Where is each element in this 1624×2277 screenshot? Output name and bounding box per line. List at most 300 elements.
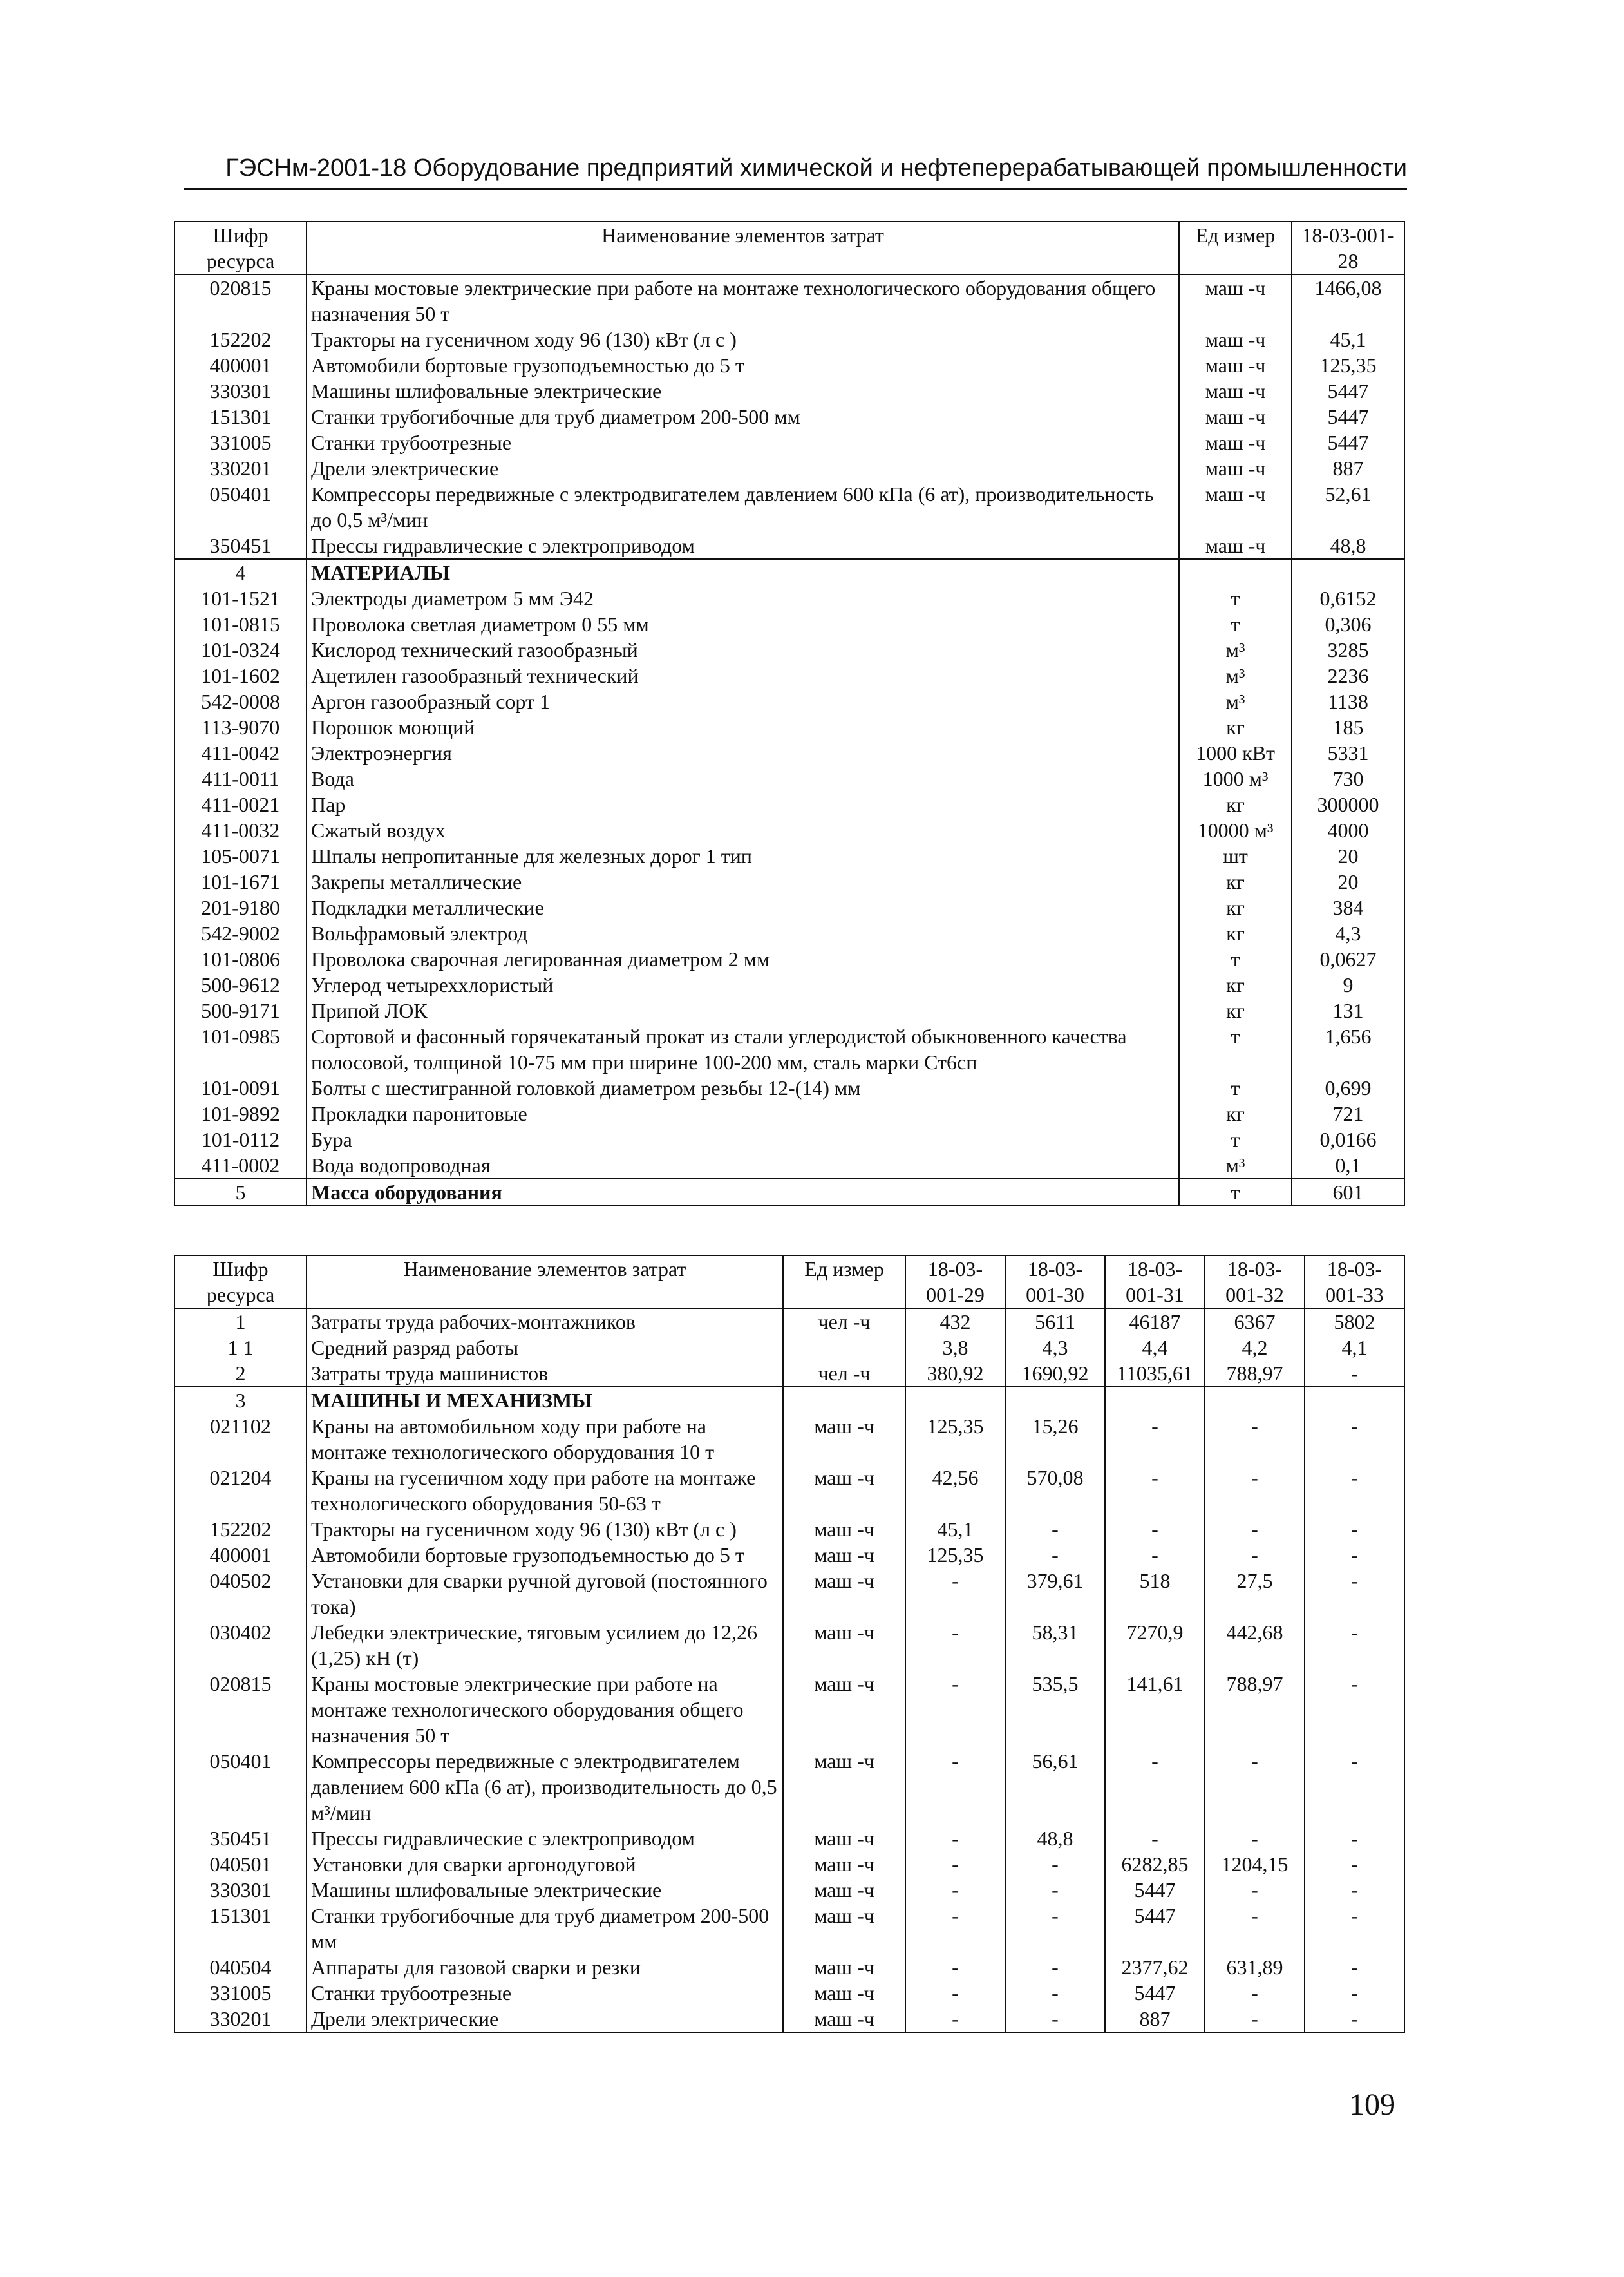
resource-code: 101-0324 (175, 637, 307, 663)
value: 7270,9 (1105, 1619, 1205, 1671)
value: - (1205, 1542, 1305, 1568)
resource-name: Электроэнергия (307, 740, 1179, 766)
table-row (175, 1024, 1404, 1075)
resource-code: 101-1602 (175, 663, 307, 689)
value: 0,1 (1292, 1152, 1404, 1179)
resource-code: 350451 (175, 533, 307, 559)
table-row (175, 1903, 1404, 1954)
unit: т (1179, 586, 1292, 611)
unit: маш -ч (783, 1465, 905, 1516)
value: - (1105, 1748, 1205, 1825)
unit: чел -ч (783, 1308, 905, 1335)
table-row (175, 533, 1404, 559)
value: 4000 (1292, 817, 1404, 843)
value (1305, 1387, 1404, 1413)
value: - (1205, 1903, 1305, 1954)
unit (1179, 559, 1292, 586)
resources-table-1 (174, 221, 1405, 1206)
resource-code: 542-0008 (175, 689, 307, 714)
resource-name: Болты с шестигранной головкой диаметром резьбы 12-(14) мм (307, 1075, 1179, 1101)
unit: маш -ч (783, 1542, 905, 1568)
value: 4,3 (1292, 920, 1404, 946)
resource-code: 411-0011 (175, 766, 307, 792)
column-header: Наименование элементов затрат (307, 222, 1179, 274)
value: 3285 (1292, 637, 1404, 663)
resources-table-2 (174, 1255, 1405, 2033)
resource-name: Станки трубогибочные для труб диаметром 200-500 мм (307, 1903, 783, 1954)
resource-code: 152202 (175, 327, 307, 352)
value: 48,8 (1005, 1825, 1105, 1851)
resource-code: 350451 (175, 1825, 307, 1851)
value: - (905, 1877, 1005, 1903)
value (1005, 1387, 1105, 1413)
resource-name: Прессы гидравлические с электроприводом (307, 533, 1179, 559)
unit: маш -ч (783, 1568, 905, 1619)
value: 125,35 (905, 1542, 1005, 1568)
value: 432 (905, 1308, 1005, 1335)
resource-name: Машины шлифовальные электрические (307, 378, 1179, 404)
value: 887 (1292, 455, 1404, 481)
value: 56,61 (1005, 1748, 1105, 1825)
resource-name: Проволока светлая диаметром 0 55 мм (307, 611, 1179, 637)
value: - (905, 1825, 1005, 1851)
table-row (175, 1954, 1404, 1980)
resource-code: 101-0112 (175, 1127, 307, 1152)
section-row (175, 1387, 1404, 1413)
value: 125,35 (905, 1413, 1005, 1465)
unit: маш -ч (783, 1903, 905, 1954)
value: 4,3 (1005, 1335, 1105, 1360)
unit: шт (1179, 843, 1292, 869)
unit: м³ (1179, 689, 1292, 714)
resource-code: 330301 (175, 1877, 307, 1903)
resource-code: 105-0071 (175, 843, 307, 869)
section-row (175, 1179, 1404, 1206)
table-row (175, 378, 1404, 404)
table-row (175, 1413, 1404, 1465)
resource-name: Краны мостовые электрические при работе на монтаже технологического оборудования общего назначения 50 т (307, 274, 1179, 327)
resource-name: Вода водопроводная (307, 1152, 1179, 1179)
resource-code: 330201 (175, 455, 307, 481)
value: - (1005, 1851, 1105, 1877)
value: 5447 (1105, 1980, 1205, 2006)
column-header: 18-03-001-28 (1292, 222, 1404, 274)
table-row (175, 611, 1404, 637)
value: 721 (1292, 1101, 1404, 1127)
unit: маш -ч (783, 1748, 905, 1825)
resource-name: Тракторы на гусеничном ходу 96 (130) кВт (л с ) (307, 1516, 783, 1542)
unit: кг (1179, 714, 1292, 740)
resource-name: Средний разряд работы (307, 1335, 783, 1360)
unit: 1000 кВт (1179, 740, 1292, 766)
unit: т (1179, 1024, 1292, 1075)
value (905, 1387, 1005, 1413)
value: 601 (1292, 1179, 1404, 1206)
resource-code: 330201 (175, 2006, 307, 2032)
resource-code: 020815 (175, 274, 307, 327)
table-row (175, 274, 1404, 327)
value: - (1205, 1825, 1305, 1851)
unit: маш -ч (1179, 481, 1292, 533)
value: 5331 (1292, 740, 1404, 766)
value: - (1205, 1877, 1305, 1903)
value: 5447 (1292, 378, 1404, 404)
table-row (175, 1980, 1404, 2006)
value: 3,8 (905, 1335, 1005, 1360)
unit: маш -ч (783, 1877, 905, 1903)
resource-code: 151301 (175, 1903, 307, 1954)
value: 887 (1105, 2006, 1205, 2032)
resource-name: Компрессоры передвижные с электродвигателем давлением 600 кПа (6 ат), производительность до 0,5 м³/мин (307, 1748, 783, 1825)
resource-name: Сортовой и фасонный горячекатаный прокат из стали углеродистой обыкновенного качества полосовой, толщиной 10-75 мм при ширине 100-200 мм, сталь марки Ст6сп (307, 1024, 1179, 1075)
resource-code: 101-1521 (175, 586, 307, 611)
resource-code: 4 (175, 559, 307, 586)
table-row (175, 689, 1404, 714)
value: 45,1 (905, 1516, 1005, 1542)
unit: маш -ч (783, 1619, 905, 1671)
value: - (905, 1903, 1005, 1954)
value: 380,92 (905, 1360, 1005, 1387)
value: 2377,62 (1105, 1954, 1205, 1980)
value: - (1305, 1619, 1404, 1671)
resource-name: Углерод четыреххлористый (307, 972, 1179, 998)
value: 1138 (1292, 689, 1404, 714)
resource-name: Порошок моющий (307, 714, 1179, 740)
table-row (175, 972, 1404, 998)
value: - (905, 2006, 1005, 2032)
value: - (905, 1748, 1005, 1825)
unit: т (1179, 1179, 1292, 1206)
unit: маш -ч (1179, 430, 1292, 455)
value: - (905, 1851, 1005, 1877)
unit: маш -ч (783, 1671, 905, 1748)
value: 5802 (1305, 1308, 1404, 1335)
value: 6367 (1205, 1308, 1305, 1335)
resource-code: 500-9171 (175, 998, 307, 1024)
value: - (1205, 2006, 1305, 2032)
resource-code: 020815 (175, 1671, 307, 1748)
unit (783, 1387, 905, 1413)
resource-name: Электроды диаметром 5 мм Э42 (307, 586, 1179, 611)
unit: м³ (1179, 637, 1292, 663)
value: 1466,08 (1292, 274, 1404, 327)
table-row (175, 1851, 1404, 1877)
resource-name: Шпалы непропитанные для железных дорог 1 тип (307, 843, 1179, 869)
value: 2236 (1292, 663, 1404, 689)
value: 11035,61 (1105, 1360, 1205, 1387)
value: - (1005, 1542, 1105, 1568)
value: - (1305, 1568, 1404, 1619)
resource-code: 152202 (175, 1516, 307, 1542)
value (1292, 559, 1404, 586)
resource-code: 411-0021 (175, 792, 307, 817)
value: 5611 (1005, 1308, 1105, 1335)
table-row (175, 1335, 1404, 1360)
value: 185 (1292, 714, 1404, 740)
resource-code: 101-0806 (175, 946, 307, 972)
value: - (1005, 1516, 1105, 1542)
unit: кг (1179, 792, 1292, 817)
unit: маш -ч (783, 1825, 905, 1851)
table-row (175, 1542, 1404, 1568)
value: - (1205, 1465, 1305, 1516)
table-row (175, 920, 1404, 946)
table-row (175, 352, 1404, 378)
value: 1204,15 (1205, 1851, 1305, 1877)
resource-code: 400001 (175, 352, 307, 378)
resource-name: Станки трубоотрезные (307, 1980, 783, 2006)
value: 42,56 (905, 1465, 1005, 1516)
resource-code: 500-9612 (175, 972, 307, 998)
unit: кг (1179, 1101, 1292, 1127)
resource-code: 411-0002 (175, 1152, 307, 1179)
table-row (175, 1101, 1404, 1127)
resource-name: Бура (307, 1127, 1179, 1152)
column-header: Шифр ресурса (175, 222, 307, 274)
value: - (1305, 1516, 1404, 1542)
resource-name: Вольфрамовый электрод (307, 920, 1179, 946)
resource-name: Подкладки металлические (307, 895, 1179, 920)
unit: чел -ч (783, 1360, 905, 1387)
value: - (1205, 1748, 1305, 1825)
unit: м³ (1179, 1152, 1292, 1179)
value: 379,61 (1005, 1568, 1105, 1619)
resource-name: Затраты труда рабочих-монтажников (307, 1308, 783, 1335)
value: 1690,92 (1005, 1360, 1105, 1387)
resource-name: Лебедки электрические, тяговым усилием до 12,26 (1,25) кН (т) (307, 1619, 783, 1671)
value: 0,6152 (1292, 586, 1404, 611)
unit: маш -ч (783, 1413, 905, 1465)
unit: маш -ч (1179, 533, 1292, 559)
value: - (1305, 1903, 1404, 1954)
table-row (175, 2006, 1404, 2032)
resource-name: Сжатый воздух (307, 817, 1179, 843)
resource-name: Прессы гидравлические с электроприводом (307, 1825, 783, 1851)
unit: маш -ч (783, 1851, 905, 1877)
unit: кг (1179, 972, 1292, 998)
value: 125,35 (1292, 352, 1404, 378)
unit: т (1179, 946, 1292, 972)
value: 0,0627 (1292, 946, 1404, 972)
value: 15,26 (1005, 1413, 1105, 1465)
value: - (1105, 1516, 1205, 1542)
resource-name: Аппараты для газовой сварки и резки (307, 1954, 783, 1980)
resource-code: 151301 (175, 404, 307, 430)
resource-name: Вода (307, 766, 1179, 792)
value (1105, 1387, 1205, 1413)
value: 131 (1292, 998, 1404, 1024)
value: - (1105, 1825, 1205, 1851)
unit: маш -ч (1179, 274, 1292, 327)
resource-name: Установки для сварки ручной дуговой (постоянного тока) (307, 1568, 783, 1619)
value: 518 (1105, 1568, 1205, 1619)
value: - (905, 1619, 1005, 1671)
table-row (175, 1075, 1404, 1101)
value: 631,89 (1205, 1954, 1305, 1980)
unit: маш -ч (783, 1516, 905, 1542)
resource-code: 021102 (175, 1413, 307, 1465)
resource-name: Краны на автомобильном ходу при работе на монтаже технологического оборудования 10 т (307, 1413, 783, 1465)
value: - (1305, 1980, 1404, 2006)
resource-name: Аргон газообразный сорт 1 (307, 689, 1179, 714)
value: - (1305, 1671, 1404, 1748)
table-row (175, 663, 1404, 689)
value: 6282,85 (1105, 1851, 1205, 1877)
resource-name: Компрессоры передвижные с электродвигателем давлением 600 кПа (6 ат), производительность до 0,5 м³/мин (307, 481, 1179, 533)
table-row (175, 843, 1404, 869)
value: - (1105, 1465, 1205, 1516)
section-row (175, 559, 1404, 586)
resource-name: Установки для сварки аргонодуговой (307, 1851, 783, 1877)
resource-name: МАТЕРИАЛЫ (307, 559, 1179, 586)
value: - (1305, 1954, 1404, 1980)
table-row (175, 998, 1404, 1024)
unit (783, 1335, 905, 1360)
unit: т (1179, 611, 1292, 637)
resource-name: Дрели электрические (307, 455, 1179, 481)
table-row (175, 327, 1404, 352)
resource-code: 331005 (175, 1980, 307, 2006)
unit: маш -ч (1179, 378, 1292, 404)
table-row (175, 766, 1404, 792)
value: 4,2 (1205, 1335, 1305, 1360)
header-rule (184, 188, 1407, 190)
unit: 10000 м³ (1179, 817, 1292, 843)
table-row (175, 1308, 1404, 1335)
resource-name: Кислород технический газообразный (307, 637, 1179, 663)
resource-name: Станки трубоотрезные (307, 430, 1179, 455)
value: - (1005, 2006, 1105, 2032)
column-header: Наименование элементов затрат (307, 1255, 783, 1308)
resource-code: 411-0032 (175, 817, 307, 843)
resource-name: Машины шлифовальные электрические (307, 1877, 783, 1903)
unit: маш -ч (1179, 404, 1292, 430)
value: 52,61 (1292, 481, 1404, 533)
value: - (905, 1954, 1005, 1980)
value: 0,699 (1292, 1075, 1404, 1101)
resource-code: 021204 (175, 1465, 307, 1516)
resource-name: Краны на гусеничном ходу при работе на монтаже технологического оборудования 50-63 т (307, 1465, 783, 1516)
resource-name: Проволока сварочная легированная диаметром 2 мм (307, 946, 1179, 972)
table-row (175, 1360, 1404, 1387)
column-header: 18-03-001-32 (1205, 1255, 1305, 1308)
value: - (1205, 1516, 1305, 1542)
value: - (1005, 1903, 1105, 1954)
resource-name: Закрепы металлические (307, 869, 1179, 895)
table-row (175, 817, 1404, 843)
resource-code: 040504 (175, 1954, 307, 1980)
resource-code: 040501 (175, 1851, 307, 1877)
value: - (1305, 1360, 1404, 1387)
column-header: 18-03-001-31 (1105, 1255, 1205, 1308)
resource-code: 2 (175, 1360, 307, 1387)
value (1205, 1387, 1305, 1413)
resource-name: Дрели электрические (307, 2006, 783, 2032)
value: 570,08 (1005, 1465, 1105, 1516)
column-header: 18-03-001-30 (1005, 1255, 1105, 1308)
resource-code: 400001 (175, 1542, 307, 1568)
value: - (1305, 1413, 1404, 1465)
value: - (1205, 1413, 1305, 1465)
table-row (175, 1619, 1404, 1671)
value: - (905, 1671, 1005, 1748)
table-row (175, 586, 1404, 611)
table-row (175, 637, 1404, 663)
value: - (1305, 1465, 1404, 1516)
table-row (175, 1568, 1404, 1619)
value: - (1205, 1980, 1305, 2006)
table-row (175, 455, 1404, 481)
resource-name: Припой ЛОК (307, 998, 1179, 1024)
resource-code: 3 (175, 1387, 307, 1413)
value: - (1105, 1542, 1205, 1568)
value: 46187 (1105, 1308, 1205, 1335)
resource-name: Автомобили бортовые грузоподъемностью до 5 т (307, 1542, 783, 1568)
value: 5447 (1105, 1877, 1205, 1903)
value: - (905, 1980, 1005, 2006)
value: - (1005, 1954, 1105, 1980)
unit: т (1179, 1075, 1292, 1101)
value: - (1305, 2006, 1404, 2032)
value: 5447 (1105, 1903, 1205, 1954)
table-row (175, 481, 1404, 533)
table-row (175, 792, 1404, 817)
resource-code: 113-9070 (175, 714, 307, 740)
value: 788,97 (1205, 1360, 1305, 1387)
resource-code: 101-1671 (175, 869, 307, 895)
table-row (175, 430, 1404, 455)
unit: маш -ч (1179, 352, 1292, 378)
value: - (1305, 1877, 1404, 1903)
table-row (175, 404, 1404, 430)
page-number: 109 (1349, 2088, 1395, 2122)
column-header: 18-03-001-33 (1305, 1255, 1404, 1308)
resource-name: Ацетилен газообразный технический (307, 663, 1179, 689)
table-row (175, 740, 1404, 766)
resource-name: Масса оборудования (307, 1179, 1179, 1206)
value: 384 (1292, 895, 1404, 920)
value: 58,31 (1005, 1619, 1105, 1671)
resource-code: 1 (175, 1308, 307, 1335)
resource-code: 050401 (175, 481, 307, 533)
value: - (905, 1568, 1005, 1619)
unit: маш -ч (783, 2006, 905, 2032)
unit: кг (1179, 920, 1292, 946)
resource-name: Пар (307, 792, 1179, 817)
resource-code: 040502 (175, 1568, 307, 1619)
value: 535,5 (1005, 1671, 1105, 1748)
resource-code: 330301 (175, 378, 307, 404)
value: 1,656 (1292, 1024, 1404, 1075)
value: - (1305, 1851, 1404, 1877)
column-header: 18-03-001-29 (905, 1255, 1005, 1308)
table-row (175, 1465, 1404, 1516)
resource-name: МАШИНЫ И МЕХАНИЗМЫ (307, 1387, 783, 1413)
value: 442,68 (1205, 1619, 1305, 1671)
table-row (175, 946, 1404, 972)
value: 4,1 (1305, 1335, 1404, 1360)
table-row (175, 1748, 1404, 1825)
value: 4,4 (1105, 1335, 1205, 1360)
resource-code: 201-9180 (175, 895, 307, 920)
value: 45,1 (1292, 327, 1404, 352)
table-row (175, 1877, 1404, 1903)
resource-name: Тракторы на гусеничном ходу 96 (130) кВт (л с ) (307, 327, 1179, 352)
value: 730 (1292, 766, 1404, 792)
value: - (1305, 1825, 1404, 1851)
column-header: Ед измер (1179, 222, 1292, 274)
resource-code: 411-0042 (175, 740, 307, 766)
